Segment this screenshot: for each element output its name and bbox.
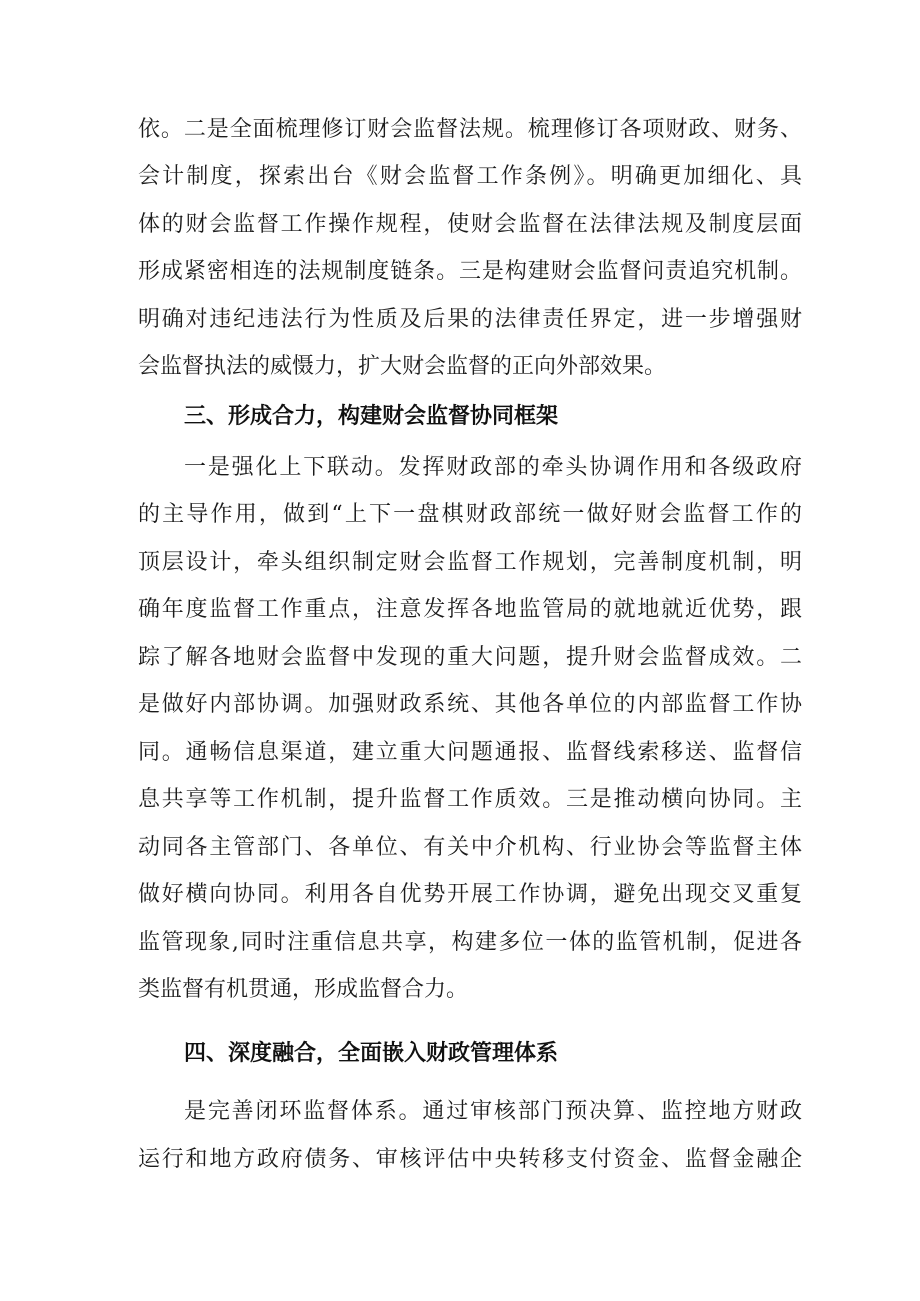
paragraph-line: 形成紧密相连的法规制度链条。三是构建财会监督问责追究机制。 (138, 259, 802, 284)
paragraph-line: 顶层设计，牵头组织制定财会监督工作规划，完善制度机制，明 (138, 550, 802, 575)
paragraph-line: 确年度监督工作重点，注意发挥各地监管局的就地就近优势，跟 (138, 597, 802, 622)
paragraph-line: 是做好内部协调。加强财政系统、其他各单位的内部监督工作协 (138, 692, 802, 717)
paragraph-line: 的主导作用，做到“上下一盘棋财政部统一做好财会监督工作的 (138, 502, 802, 527)
paragraph-line: 会计制度，探索出台《财会监督工作条例》。明确更加细化、具 (138, 164, 802, 189)
section-heading: 四、深度融合，全面嵌入财政管理体系 (184, 1041, 559, 1066)
paragraph-line: 明确对违纪违法行为性质及后果的法律责任界定，进一步增强财 (138, 307, 802, 332)
paragraph-line: 类监督有机贯通，形成监督合力。 (138, 977, 469, 1002)
paragraph-line: 动同各主管部门、各单位、有关中介机构、行业协会等监督主体 (138, 835, 802, 860)
paragraph-line: 监管现象,同时注重信息共享，构建多位一体的监管机制，促进各 (138, 930, 802, 955)
paragraph-line: 依。二是全面梳理修订财会监督法规。梳理修订各项财政、财务、 (138, 117, 802, 142)
paragraph-line: 息共享等工作机制，提升监督工作质效。三是推动横向协同。主 (138, 787, 802, 812)
section-heading: 三、形成合力，构建财会监督协同框架 (184, 404, 559, 429)
paragraph-line: 运行和地方政府债务、审核评估中央转移支付资金、监督金融企 (138, 1147, 802, 1172)
paragraph-line: 一是强化上下联动。发挥财政部的牵头协调作用和各级政府 (184, 455, 802, 480)
paragraph-line: 踪了解各地财会监督中发现的重大问题，提升财会监督成效。二 (138, 645, 802, 670)
paragraph-line: 是完善闭环监督体系。通过审核部门预决算、监控地方财政 (184, 1099, 802, 1124)
paragraph-line: 同。通畅信息渠道，建立重大问题通报、监督线索移送、监督信 (138, 740, 802, 765)
paragraph-line: 做好横向协同。利用各自优势开展工作协调，避免出现交叉重复 (138, 882, 802, 907)
paragraph-line: 会监督执法的威慑力，扩大财会监督的正向外部效果。 (138, 354, 667, 379)
paragraph-line: 体的财会监督工作操作规程，使财会监督在法律法规及制度层面 (138, 212, 802, 237)
